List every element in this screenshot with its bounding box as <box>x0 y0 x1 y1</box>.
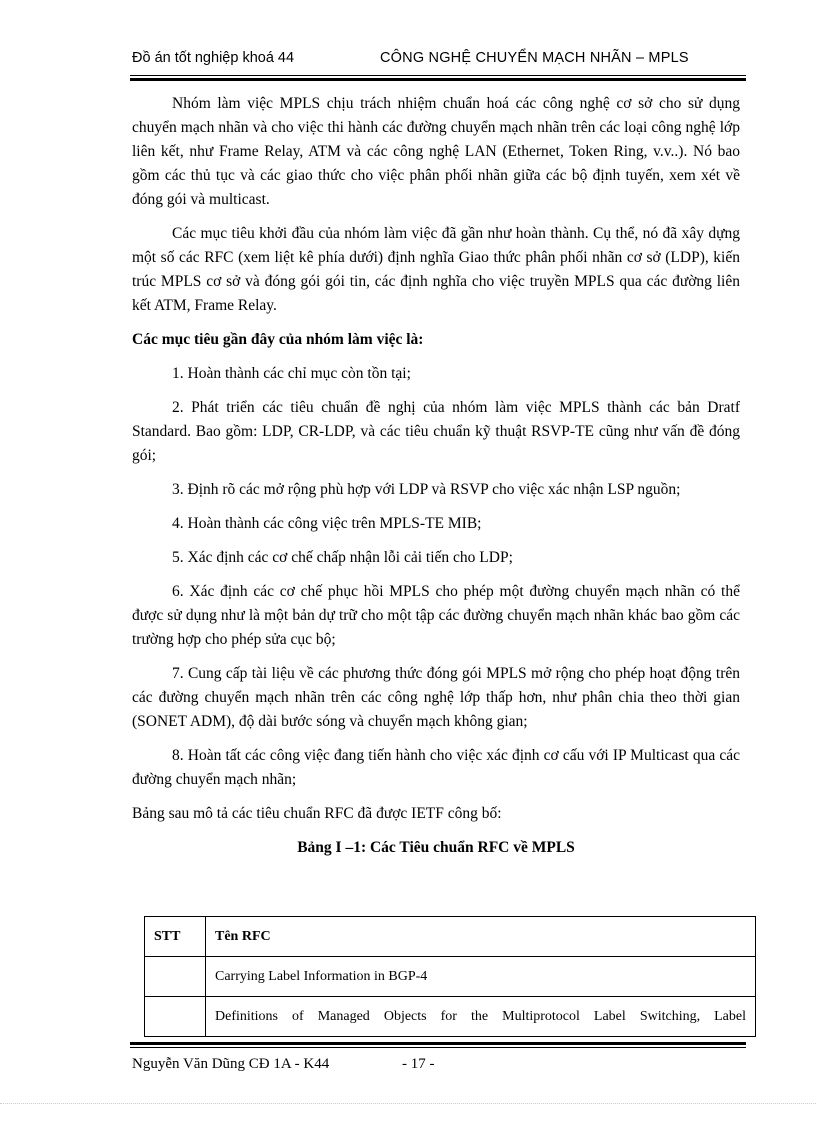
header-thesis-title: Đồ án tốt nghiệp khoá 44 <box>132 50 295 66</box>
header-rule-thick <box>130 78 746 81</box>
main-content <box>132 92 740 870</box>
table-cell-stt <box>145 997 206 1037</box>
page-header <box>132 50 744 74</box>
table-cell-rfc-name: Carrying Label Information in BGP-4 <box>206 957 756 997</box>
header-chapter-title: CÔNG NGHỆ CHUYỂN MẠCH NHÃN – MPLS <box>380 50 689 66</box>
footer-rule-thick <box>130 1042 746 1045</box>
header-rule-thin <box>130 75 746 76</box>
goals-heading: Các mục tiêu gần đây của nhóm làm việc là: <box>132 331 424 348</box>
list-item: 4. Hoàn thành các công việc trên MPLS-TE MIB; <box>172 515 482 532</box>
list-item: 1. Hoàn thành các chỉ mục còn tồn tại; <box>172 365 411 382</box>
table-row <box>145 997 756 1037</box>
list-item: 6. Xác định các cơ chế phục hồi MPLS cho phép một đường chuyển mạch nhãn có thể được sử dụng như là một bản dự trữ cho một tập các đường chuyển mạch nhãn khác bao gồm các trường hợp cho phép sửa cục bộ; <box>132 583 740 648</box>
footer-author: Nguyễn Văn Dũng CĐ 1A - K44 <box>132 1056 330 1072</box>
paragraph-intro: Nhóm làm việc MPLS chịu trách nhiệm chuẩn hoá các công nghệ cơ sở cho sử dụng chuyển mạch nhãn và cho việc thi hành các đường chuyển mạch nhãn trên các loại công nghệ lớp liên kết, như Frame Relay, ATM và các công nghệ LAN (Ethernet, Token Ring, v.v..). Nó bao gồm các thủ tục và các giao thức cho việc phân phối nhãn giữa các bộ định tuyến, xem xét về đóng gói và multicast. <box>132 95 740 208</box>
table-row <box>145 957 756 997</box>
table-cell-stt <box>145 957 206 997</box>
column-header-stt: STT <box>145 917 206 957</box>
table-cell-rfc-name: Definitions of Managed Objects for the Multiprotocol Label Switching, Label <box>206 997 756 1037</box>
page-number: - 17 - <box>402 1056 435 1072</box>
table-caption: Bảng I –1: Các Tiêu chuẩn RFC về MPLS <box>297 839 575 856</box>
list-item: 7. Cung cấp tài liệu về các phương thức đóng gói MPLS mở rộng cho phép hoạt động trên các đường chuyển mạch nhãn trên các công nghệ lớp thấp hơn, như phân chia theo thời gian (SONET ADM), độ dài bước sóng và chuyển mạch không gian; <box>132 665 740 730</box>
page-edge-divider <box>0 1103 816 1104</box>
list-item: 2. Phát triển các tiêu chuẩn đề nghị của nhóm làm việc MPLS thành các bản Dratf Standard. Bao gồm: LDP, CR-LDP, và các tiêu chuẩn kỹ thuật RSVP-TE cũng như vấn đề đóng gói; <box>132 399 740 464</box>
footer-rule-thin <box>130 1047 746 1048</box>
column-header-rfc-name: Tên RFC <box>206 917 756 957</box>
paragraph-initial-goals: Các mục tiêu khởi đầu của nhóm làm việc đã gần như hoàn thành. Cụ thể, nó đã xây dựng một số các RFC (xem liệt kê phía dưới) định nghĩa Giao thức phân phối nhãn cơ sở (LDP), kiến trúc MPLS cơ sở và đóng gói gói tin, các định nghĩa cho việc truyền MPLS qua các đường liên kết ATM, Frame Relay. <box>132 225 740 314</box>
list-item: 5. Xác định các cơ chế chấp nhận lỗi cải tiến cho LDP; <box>172 549 513 566</box>
list-item: 8. Hoàn tất các công việc đang tiến hành cho việc xác định cơ cấu với IP Multicast qua các đường chuyển mạch nhãn; <box>132 747 740 788</box>
rfc-table <box>144 916 756 1037</box>
list-item: 3. Định rõ các mở rộng phù hợp với LDP và RSVP cho việc xác nhận LSP nguồn; <box>172 481 681 498</box>
table-intro: Bảng sau mô tả các tiêu chuẩn RFC đã được IETF công bố: <box>132 805 502 822</box>
table-header-row <box>145 917 756 957</box>
